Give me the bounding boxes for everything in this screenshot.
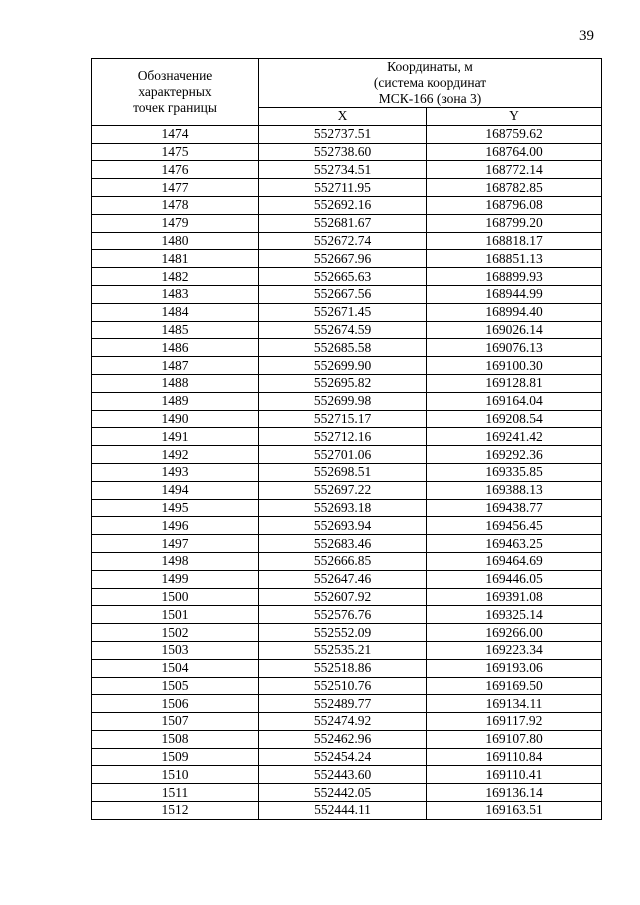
y-coordinate-cell: 169164.04 — [427, 392, 602, 410]
x-coordinate-cell: 552738.60 — [259, 143, 427, 161]
y-coordinate-cell: 169292.36 — [427, 446, 602, 464]
x-coordinate-cell: 552666.85 — [259, 552, 427, 570]
x-coordinate-cell: 552698.51 — [259, 463, 427, 481]
table-row — [92, 410, 602, 428]
point-id-cell: 1489 — [92, 392, 259, 410]
y-coordinate-cell: 168759.62 — [427, 125, 602, 143]
page-number: 39 — [579, 28, 594, 44]
y-coordinate-cell: 169223.34 — [427, 641, 602, 659]
x-coordinate-cell: 552462.96 — [259, 730, 427, 748]
table-row — [92, 570, 602, 588]
point-id-cell: 1495 — [92, 499, 259, 517]
x-coordinate-cell: 552671.45 — [259, 303, 427, 321]
x-coordinate-cell: 552454.24 — [259, 748, 427, 766]
x-coordinate-cell: 552489.77 — [259, 695, 427, 713]
x-coordinate-cell: 552674.59 — [259, 321, 427, 339]
x-coordinate-cell: 552693.18 — [259, 499, 427, 517]
table-row — [92, 463, 602, 481]
point-id-cell: 1479 — [92, 214, 259, 232]
point-id-cell: 1497 — [92, 535, 259, 553]
point-id-cell: 1512 — [92, 802, 259, 820]
header-line: Координаты, м — [387, 59, 473, 74]
y-coordinate-cell: 169193.06 — [427, 659, 602, 677]
header-line: точек границы — [133, 99, 217, 115]
point-id-cell: 1511 — [92, 784, 259, 802]
header-line: характерных — [138, 83, 212, 99]
point-id-cell: 1508 — [92, 730, 259, 748]
point-id-cell: 1500 — [92, 588, 259, 606]
point-id-cell: 1504 — [92, 659, 259, 677]
table-row — [92, 481, 602, 499]
table-row — [92, 677, 602, 695]
y-coordinate-cell: 169134.11 — [427, 695, 602, 713]
table-row — [92, 232, 602, 250]
table-row — [92, 517, 602, 535]
x-coordinate-cell: 552697.22 — [259, 481, 427, 499]
x-coordinate-cell: 552665.63 — [259, 268, 427, 286]
point-id-cell: 1474 — [92, 125, 259, 143]
table-row — [92, 428, 602, 446]
x-coordinate-cell: 552734.51 — [259, 161, 427, 179]
x-coordinate-cell: 552685.58 — [259, 339, 427, 357]
table-row — [92, 659, 602, 677]
table-row — [92, 748, 602, 766]
table-row — [92, 374, 602, 392]
y-coordinate-cell: 169076.13 — [427, 339, 602, 357]
y-coordinate-cell: 168994.40 — [427, 303, 602, 321]
point-id-cell: 1476 — [92, 161, 259, 179]
y-coordinate-cell: 169446.05 — [427, 570, 602, 588]
table-row — [92, 214, 602, 232]
table-row — [92, 713, 602, 731]
y-coordinate-cell: 169107.80 — [427, 730, 602, 748]
y-column-header: Y — [427, 108, 602, 126]
point-id-cell: 1492 — [92, 446, 259, 464]
x-coordinate-cell: 552699.98 — [259, 392, 427, 410]
x-coordinate-cell: 552647.46 — [259, 570, 427, 588]
table-row — [92, 641, 602, 659]
table-row — [92, 392, 602, 410]
table-row — [92, 535, 602, 553]
point-id-cell: 1483 — [92, 285, 259, 303]
x-coordinate-cell: 552444.11 — [259, 802, 427, 820]
table-row — [92, 196, 602, 214]
table-row — [92, 766, 602, 784]
y-coordinate-cell: 169438.77 — [427, 499, 602, 517]
point-id-cell: 1494 — [92, 481, 259, 499]
point-id-cell: 1503 — [92, 641, 259, 659]
point-id-cell: 1493 — [92, 463, 259, 481]
x-coordinate-cell: 552518.86 — [259, 659, 427, 677]
point-designation-header — [92, 59, 259, 126]
x-coordinate-cell: 552701.06 — [259, 446, 427, 464]
y-coordinate-cell: 169241.42 — [427, 428, 602, 446]
y-coordinate-cell: 169208.54 — [427, 410, 602, 428]
point-id-cell: 1478 — [92, 196, 259, 214]
y-coordinate-cell: 169163.51 — [427, 802, 602, 820]
y-coordinate-cell: 168772.14 — [427, 161, 602, 179]
x-coordinate-cell: 552715.17 — [259, 410, 427, 428]
table-row — [92, 285, 602, 303]
y-coordinate-cell: 168851.13 — [427, 250, 602, 268]
y-coordinate-cell: 169026.14 — [427, 321, 602, 339]
x-coordinate-cell: 552552.09 — [259, 624, 427, 642]
point-id-cell: 1499 — [92, 570, 259, 588]
table-header — [92, 59, 602, 126]
x-coordinate-cell: 552712.16 — [259, 428, 427, 446]
table-row — [92, 161, 602, 179]
header-line: МСК-166 (зона 3) — [378, 91, 482, 106]
y-coordinate-cell: 169169.50 — [427, 677, 602, 695]
table-row — [92, 143, 602, 161]
point-id-cell: 1482 — [92, 268, 259, 286]
table-row — [92, 802, 602, 820]
x-column-header: X — [259, 108, 427, 126]
table-row — [92, 730, 602, 748]
x-coordinate-cell: 552607.92 — [259, 588, 427, 606]
table-row — [92, 303, 602, 321]
y-coordinate-cell: 169100.30 — [427, 357, 602, 375]
y-coordinate-cell: 169464.69 — [427, 552, 602, 570]
point-id-cell: 1481 — [92, 250, 259, 268]
x-coordinate-cell: 552683.46 — [259, 535, 427, 553]
x-coordinate-cell: 552576.76 — [259, 606, 427, 624]
table-row — [92, 446, 602, 464]
point-id-cell: 1509 — [92, 748, 259, 766]
point-id-cell: 1490 — [92, 410, 259, 428]
y-coordinate-cell: 169266.00 — [427, 624, 602, 642]
point-id-cell: 1486 — [92, 339, 259, 357]
point-id-cell: 1510 — [92, 766, 259, 784]
x-coordinate-cell: 552510.76 — [259, 677, 427, 695]
x-coordinate-cell: 552474.92 — [259, 713, 427, 731]
y-coordinate-cell: 168764.00 — [427, 143, 602, 161]
coordinates-table — [91, 58, 602, 820]
x-coordinate-cell: 552695.82 — [259, 374, 427, 392]
x-coordinate-cell: 552443.60 — [259, 766, 427, 784]
y-coordinate-cell: 169110.41 — [427, 766, 602, 784]
y-coordinate-cell: 169117.92 — [427, 713, 602, 731]
y-coordinate-cell: 169391.08 — [427, 588, 602, 606]
point-id-cell: 1488 — [92, 374, 259, 392]
point-id-cell: 1480 — [92, 232, 259, 250]
y-coordinate-cell: 169335.85 — [427, 463, 602, 481]
table-row — [92, 357, 602, 375]
x-coordinate-cell: 552699.90 — [259, 357, 427, 375]
table-row — [92, 268, 602, 286]
point-id-cell: 1475 — [92, 143, 259, 161]
point-id-cell: 1506 — [92, 695, 259, 713]
coordinates-header — [259, 59, 602, 108]
point-id-cell: 1498 — [92, 552, 259, 570]
header-line: Обозначение — [137, 67, 213, 83]
y-coordinate-cell: 169136.14 — [427, 784, 602, 802]
point-id-cell: 1491 — [92, 428, 259, 446]
x-coordinate-cell: 552681.67 — [259, 214, 427, 232]
header-line: (система координат — [373, 75, 487, 90]
table-row — [92, 250, 602, 268]
x-coordinate-cell: 552667.56 — [259, 285, 427, 303]
x-coordinate-cell: 552711.95 — [259, 179, 427, 197]
y-coordinate-cell: 169388.13 — [427, 481, 602, 499]
x-coordinate-cell: 552672.74 — [259, 232, 427, 250]
point-id-cell: 1487 — [92, 357, 259, 375]
point-id-cell: 1477 — [92, 179, 259, 197]
point-id-cell: 1501 — [92, 606, 259, 624]
table-row — [92, 784, 602, 802]
y-coordinate-cell: 169325.14 — [427, 606, 602, 624]
x-coordinate-cell: 552667.96 — [259, 250, 427, 268]
table-row — [92, 588, 602, 606]
point-id-cell: 1485 — [92, 321, 259, 339]
x-coordinate-cell: 552693.94 — [259, 517, 427, 535]
table-row — [92, 321, 602, 339]
x-coordinate-cell: 552535.21 — [259, 641, 427, 659]
table-row — [92, 339, 602, 357]
y-coordinate-cell: 168796.08 — [427, 196, 602, 214]
table-row — [92, 606, 602, 624]
point-id-cell: 1502 — [92, 624, 259, 642]
point-id-cell: 1496 — [92, 517, 259, 535]
x-coordinate-cell: 552692.16 — [259, 196, 427, 214]
y-coordinate-cell: 169456.45 — [427, 517, 602, 535]
y-coordinate-cell: 168944.99 — [427, 285, 602, 303]
table-row — [92, 552, 602, 570]
point-id-cell: 1505 — [92, 677, 259, 695]
y-coordinate-cell: 168799.20 — [427, 214, 602, 232]
y-coordinate-cell: 169128.81 — [427, 374, 602, 392]
x-coordinate-cell: 552737.51 — [259, 125, 427, 143]
y-coordinate-cell: 168782.85 — [427, 179, 602, 197]
table-row — [92, 125, 602, 143]
point-id-cell: 1484 — [92, 303, 259, 321]
point-id-cell: 1507 — [92, 713, 259, 731]
table-row — [92, 499, 602, 517]
y-coordinate-cell: 169110.84 — [427, 748, 602, 766]
y-coordinate-cell: 168818.17 — [427, 232, 602, 250]
table-row — [92, 179, 602, 197]
x-coordinate-cell: 552442.05 — [259, 784, 427, 802]
table-body — [92, 125, 602, 819]
table-row — [92, 624, 602, 642]
y-coordinate-cell: 168899.93 — [427, 268, 602, 286]
table-row — [92, 695, 602, 713]
y-coordinate-cell: 169463.25 — [427, 535, 602, 553]
